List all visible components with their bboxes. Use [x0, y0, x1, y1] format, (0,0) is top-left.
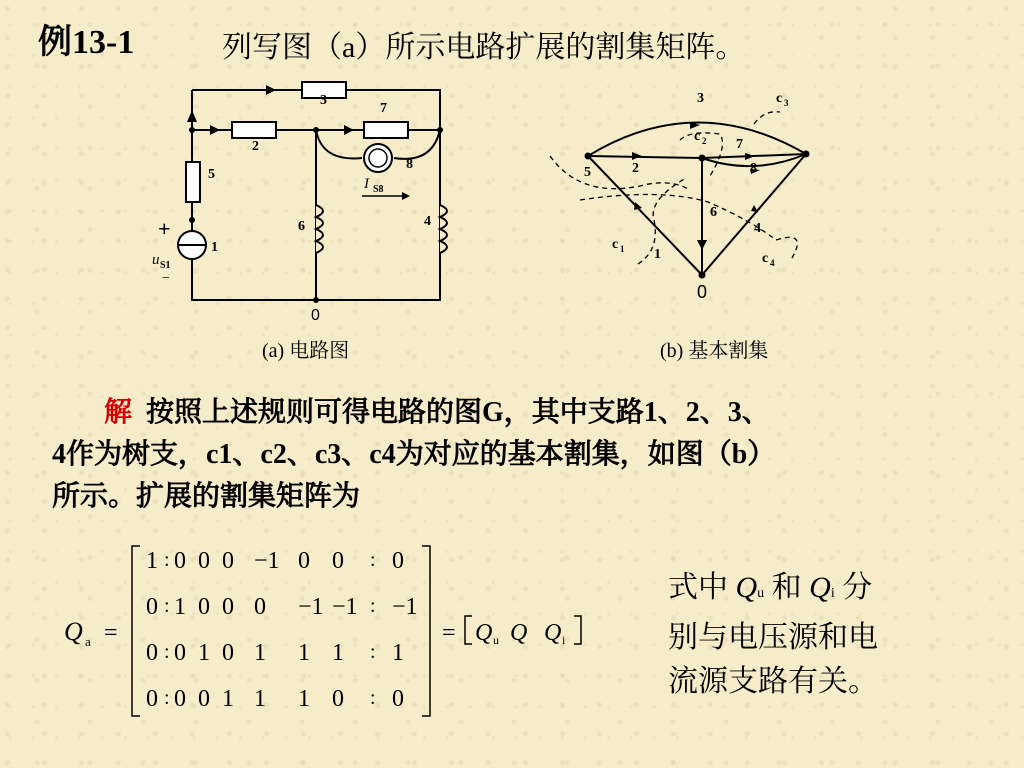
figure-b-caption: (b) 基本割集: [660, 340, 769, 362]
matrix-separator: :: [370, 687, 376, 709]
matrix-cell: 1: [222, 686, 234, 712]
svg-text:0: 0: [311, 307, 320, 324]
matrix-separator: :: [164, 549, 170, 571]
matrix-cell: 1: [146, 548, 158, 574]
matrix-cell: 1: [174, 594, 186, 620]
matrix-cell: 0: [298, 548, 310, 574]
matrix-cell: 1: [298, 640, 310, 666]
matrix-cell: −1: [392, 594, 418, 620]
svg-text:2: 2: [702, 136, 707, 146]
matrix-cell: 0: [174, 548, 186, 574]
matrix-cell: 0: [174, 686, 186, 712]
svg-text:5: 5: [208, 167, 215, 182]
svg-text:S8: S8: [373, 184, 384, 195]
cutset-graph: [540, 80, 830, 310]
matrix-cell: 0: [174, 640, 186, 666]
svg-text:7: 7: [736, 137, 743, 152]
solution-paragraph: [52, 392, 982, 518]
svg-text:c: c: [762, 251, 769, 266]
matrix-separator: :: [370, 595, 376, 617]
svg-text:=: =: [442, 620, 456, 646]
svg-text:c: c: [612, 237, 619, 252]
svg-text:2: 2: [252, 139, 259, 154]
svg-text:c: c: [776, 91, 783, 106]
matrix-cell: 0: [254, 594, 266, 620]
svg-text:7: 7: [380, 101, 387, 116]
svg-text:8: 8: [750, 161, 757, 176]
svg-text:i: i: [562, 633, 566, 647]
matrix-separator: :: [164, 687, 170, 709]
matrix-separator: :: [164, 595, 170, 617]
matrix-cell: 0: [198, 594, 210, 620]
matrix-cell: 0: [332, 548, 344, 574]
svg-text:Q: Q: [64, 617, 83, 646]
matrix-cell: 0: [392, 686, 404, 712]
svg-text:5: 5: [584, 165, 591, 180]
matrix-cell: 0: [146, 640, 158, 666]
matrix-cell: 0: [198, 548, 210, 574]
svg-text:2: 2: [632, 161, 639, 176]
matrix-cell: 0: [222, 594, 234, 620]
matrix-cell: 0: [222, 548, 234, 574]
svg-text:1: 1: [654, 247, 661, 262]
svg-text:3: 3: [784, 98, 789, 108]
svg-text:8: 8: [406, 157, 413, 172]
matrix-cell: 1: [332, 640, 344, 666]
matrix-cell: 0: [392, 548, 404, 574]
svg-text:3: 3: [697, 91, 704, 106]
page-title: 列写图（a）所示电路扩展的割集矩阵。: [222, 31, 746, 64]
svg-text:u: u: [152, 252, 160, 268]
cutset-matrix: [60, 540, 620, 725]
svg-text:4: 4: [754, 221, 761, 236]
svg-text:S1: S1: [160, 260, 171, 271]
matrix-cell: 0: [222, 640, 234, 666]
solution-line-1: 解 按照上述规则可得电路的图G，其中支路1、2、3、: [104, 397, 770, 428]
matrix-cell: 0: [198, 686, 210, 712]
svg-text:Q: Q: [475, 620, 493, 646]
matrix-cell: −1: [332, 594, 358, 620]
matrix-cell: 0: [146, 686, 158, 712]
svg-text:−: −: [162, 271, 170, 286]
matrix-cell: 1: [392, 640, 404, 666]
svg-text:u: u: [493, 633, 499, 647]
svg-text:6: 6: [298, 219, 305, 234]
svg-text:+: +: [158, 216, 171, 241]
matrix-cell: −1: [254, 548, 280, 574]
figure-a-caption: (a) 电路图: [262, 340, 350, 362]
svg-text:4: 4: [770, 258, 775, 268]
svg-text:c: c: [694, 129, 701, 144]
svg-text:a: a: [85, 634, 91, 649]
solution-lead: 解: [104, 397, 133, 428]
svg-text:1: 1: [620, 244, 625, 254]
matrix-cell: 1: [254, 686, 266, 712]
matrix-separator: :: [370, 641, 376, 663]
matrix-cell: 0: [332, 686, 344, 712]
svg-text:Q: Q: [544, 620, 562, 646]
svg-text:0: 0: [697, 282, 708, 302]
matrix-cell: 1: [298, 686, 310, 712]
svg-text:Q: Q: [510, 620, 528, 646]
svg-text:3: 3: [320, 93, 327, 108]
svg-text:4: 4: [424, 214, 431, 229]
example-label: 例13-1: [38, 24, 135, 61]
matrix-cell: 0: [146, 594, 158, 620]
matrix-cell: 1: [254, 640, 266, 666]
matrix-separator: :: [164, 641, 170, 663]
solution-line-3: 所示。扩展的割集矩阵为: [52, 481, 361, 512]
matrix-separator: :: [370, 549, 376, 571]
matrix-cell: 1: [198, 640, 210, 666]
matrix-cell: −1: [298, 594, 324, 620]
solution-line-2: 4作为树支，c1、c2、c3、c4为对应的基本割集，如图（b）: [52, 439, 776, 470]
svg-text:=: =: [104, 620, 118, 646]
svg-text:1: 1: [211, 240, 218, 255]
note-text: 式中 Qu 和 Qi 分 别与电压源和电 流源支路有关。: [668, 571, 878, 698]
svg-text:6: 6: [710, 205, 717, 220]
circuit-diagram: [140, 70, 470, 330]
svg-text:I: I: [364, 176, 369, 192]
